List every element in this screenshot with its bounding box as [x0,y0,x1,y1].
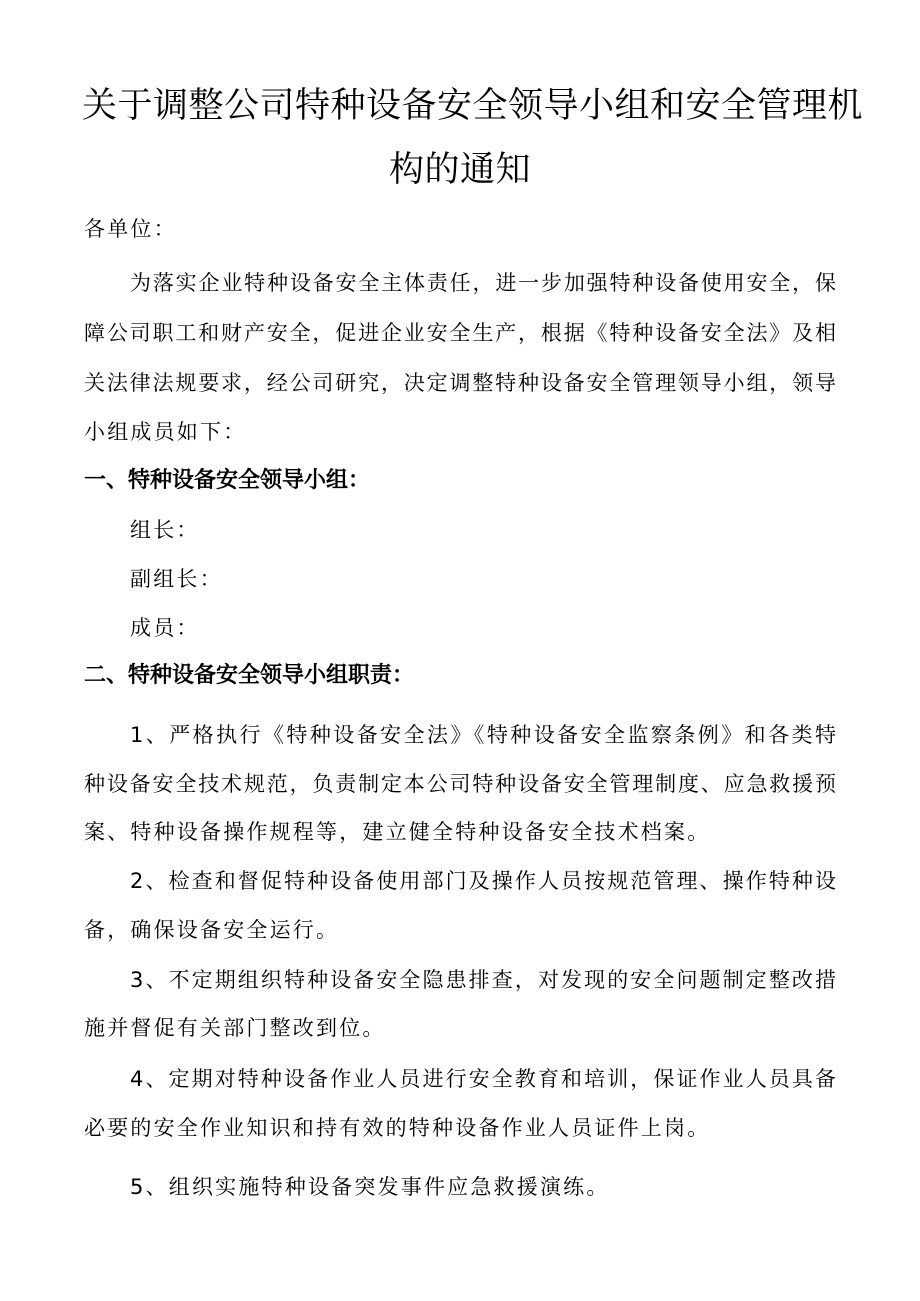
duty-1-line-3: 案、特种设备操作规程等，建立健全特种设备安全技术档案。 [84,820,711,844]
duty-4-line-2: 必要的安全作业知识和持有效的特种设备作业人员证件上岗。 [84,1116,711,1140]
duty-3-line-2: 施并督促有关部门整改到位。 [84,1016,386,1040]
document-title-line-2: 构的通知 [388,150,531,190]
duty-4-line-1: 4、定期对特种设备作业人员进行安全教育和培训，保证作业人员具备 [130,1067,836,1091]
duty-1-line-1: 1、严格执行《特种设备安全法》《特种设备安全监察条例》和各类特 [130,723,836,747]
duty-1-line-2: 种设备安全技术规范，负责制定本公司特种设备安全管理制度、应急救援预 [84,772,836,796]
intro-line-3: 关法律法规要求，经公司研究，决定调整特种设备安全管理领导小组，领导 [84,371,836,395]
deputy-leader-label: 副组长： [130,567,223,591]
document-title-line-1: 关于调整公司特种设备安全领导小组和安全管理机 [82,86,864,126]
duty-2-line-2: 备，确保设备安全运行。 [84,918,340,942]
salutation: 各单位： [84,217,177,241]
section-2-heading: 二、特种设备安全领导小组职责： [84,663,415,688]
section-1-heading: 一、特种设备安全领导小组： [84,468,371,493]
members-label: 成员： [130,616,200,640]
duty-2-line-1: 2、检查和督促特种设备使用部门及操作人员按规范管理、操作特种设 [130,869,836,893]
intro-line-2: 障公司职工和财产安全，促进企业安全生产，根据《特种设备安全法》及相 [84,321,836,345]
duty-3-line-1: 3、不定期组织特种设备安全隐患排查，对发现的安全问题制定整改措 [130,968,836,992]
intro-line-1: 为落实企业特种设备安全主体责任，进一步加强特种设备使用安全，保 [130,271,836,295]
duty-5-line-1: 5、组织实施特种设备突发事件应急救援演练。 [130,1175,610,1199]
leader-label: 组长： [130,518,200,542]
intro-line-4: 小组成员如下： [84,420,247,444]
